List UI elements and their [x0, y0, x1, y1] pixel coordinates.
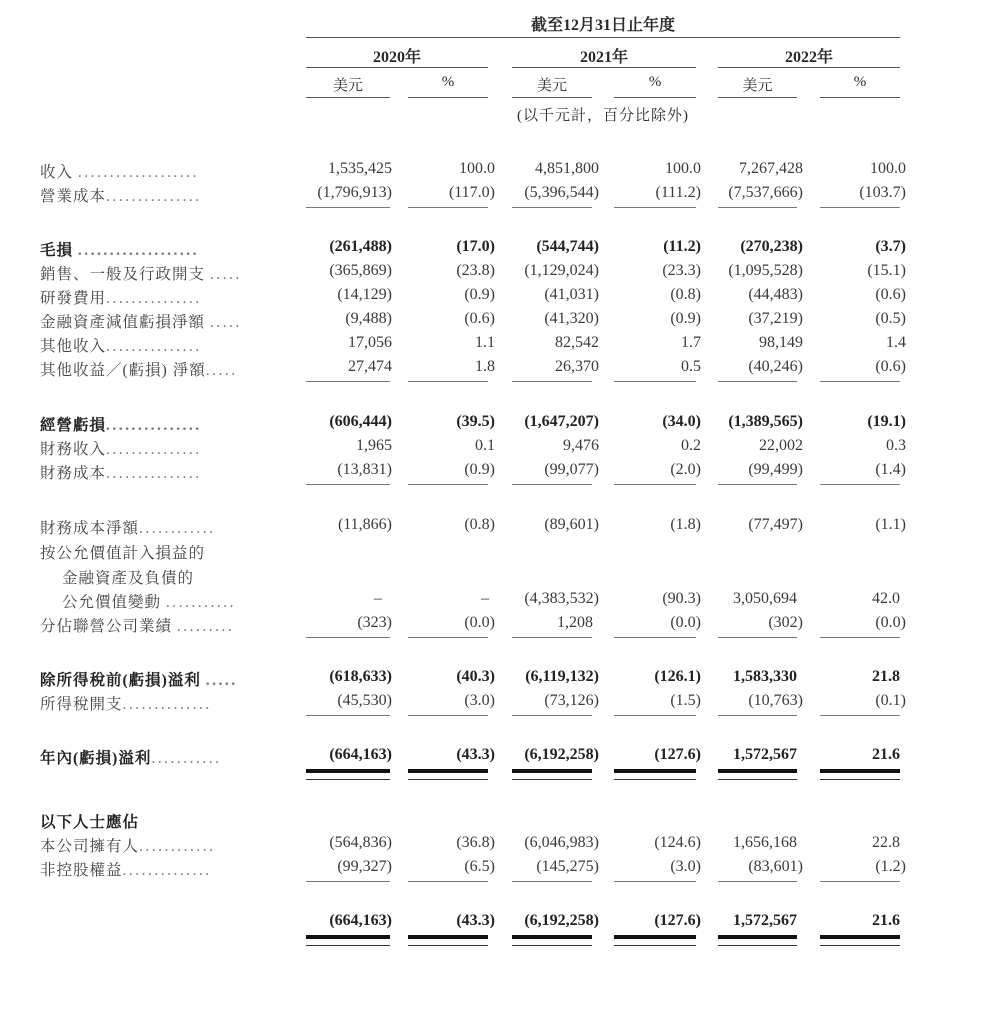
- row-label: 收入 ...................: [40, 164, 200, 181]
- subcol-2022-usd: 美元: [742, 78, 773, 94]
- row-label: 年內(虧損)溢利...........: [40, 750, 222, 767]
- total-double-underline: [614, 935, 696, 946]
- subtotal-underline: [512, 381, 592, 382]
- subtotal-underline: [820, 715, 900, 716]
- table-row-finance-income: [0, 437, 1000, 461]
- subtotal-underline: [306, 484, 390, 485]
- cell-2020-pct: 0.1: [475, 437, 495, 454]
- cell-2021-pct: (2.0): [670, 461, 701, 478]
- cell-2021-usd: 1,208: [557, 614, 593, 631]
- table-row-owners: [0, 834, 1000, 858]
- cell-2021-pct: (11.2): [663, 238, 701, 255]
- cell-2020-pct: (0.8): [464, 516, 495, 533]
- subtotal-underline: [408, 484, 488, 485]
- subtotal-underline: [512, 637, 592, 638]
- subtotal-underline: [512, 207, 592, 208]
- cell-2020-usd: 17,056: [348, 334, 392, 351]
- table-row-non-controlling: [0, 858, 1000, 882]
- year-rule-2020: [306, 67, 488, 68]
- subtotal-underline: [718, 637, 797, 638]
- cell-2021-pct: (90.3): [662, 590, 701, 607]
- cell-2021-usd: (145,275): [536, 858, 599, 875]
- cell-2022-usd: (10,763): [748, 692, 803, 709]
- cell-2021-pct: (127.6): [654, 912, 701, 929]
- cell-2020-pct: (0.0): [464, 614, 495, 631]
- row-label: 毛損 ...................: [40, 242, 200, 259]
- row-label: 財務收入...............: [40, 441, 202, 458]
- subcol-rule: [512, 97, 592, 98]
- row-label: 財務成本...............: [40, 465, 202, 482]
- year-rule-2021: [512, 67, 696, 68]
- cell-2020-pct: –: [481, 590, 489, 607]
- cell-2022-pct: (0.5): [875, 310, 906, 327]
- total-double-underline: [408, 769, 488, 780]
- cell-2021-usd: (99,077): [544, 461, 599, 478]
- cell-2022-pct: 42.0: [872, 590, 900, 607]
- row-label: 營業成本...............: [40, 188, 202, 205]
- cell-2020-usd: (1,796,913): [317, 184, 392, 201]
- subcol-2020-usd: 美元: [332, 78, 363, 94]
- cell-2022-usd: (44,483): [748, 286, 803, 303]
- period-title: 截至12月31日止年度: [530, 17, 675, 34]
- cell-2021-pct: (23.3): [662, 262, 701, 279]
- total-double-underline: [614, 769, 696, 780]
- subtotal-underline: [306, 881, 390, 882]
- cell-2022-usd: (99,499): [748, 461, 803, 478]
- subcol-2020-pct: %: [441, 74, 455, 90]
- cell-2020-usd: (365,869): [329, 262, 392, 279]
- total-double-underline: [408, 935, 488, 946]
- row-label: 除所得稅前(虧損)溢利 .....: [40, 672, 238, 689]
- subcol-rule: [306, 97, 390, 98]
- cell-2021-pct: (34.0): [662, 413, 701, 430]
- cell-2022-pct: (0.0): [875, 614, 906, 631]
- subtotal-underline: [820, 381, 900, 382]
- cell-2021-pct: (124.6): [654, 834, 701, 851]
- subtotal-underline: [512, 715, 592, 716]
- table-row-fv-label-2: [0, 566, 1000, 590]
- total-double-underline: [512, 935, 592, 946]
- cell-2022-pct: 22.8: [872, 834, 900, 851]
- table-row-gross-loss: [0, 238, 1000, 262]
- subtotal-underline: [718, 484, 797, 485]
- table-row-fair-value-changes: [0, 590, 1000, 614]
- table-row-profit-before-tax: [0, 668, 1000, 692]
- table-row-other-gains: [0, 358, 1000, 382]
- subtotal-underline: [718, 207, 797, 208]
- subtotal-underline: [512, 484, 592, 485]
- row-label: 財務成本淨額............: [40, 520, 216, 537]
- table-row-rnd: [0, 286, 1000, 310]
- table-row-net-finance-costs: [0, 516, 1000, 540]
- subtotal-underline: [718, 715, 797, 716]
- cell-2022-pct: (1.2): [875, 858, 906, 875]
- cell-2022-pct: 21.8: [872, 668, 900, 685]
- row-label: 其他收益／(虧損) 淨額.....: [40, 362, 238, 379]
- table-row-operating-loss: [0, 413, 1000, 437]
- table-row-revenue: [0, 160, 1000, 184]
- cell-2021-usd: (89,601): [544, 516, 599, 533]
- cell-2020-pct: 100.0: [459, 160, 495, 177]
- subtotal-underline: [408, 715, 488, 716]
- cell-2022-pct: (1.1): [875, 516, 906, 533]
- subcol-2022-pct: %: [853, 74, 867, 90]
- cell-2021-pct: (3.0): [670, 858, 701, 875]
- cell-2020-usd: (664,163): [329, 746, 392, 763]
- cell-2022-pct: 1.4: [886, 334, 906, 351]
- cell-2021-pct: (0.0): [670, 614, 701, 631]
- cell-2021-pct: (111.2): [655, 184, 701, 201]
- cell-2021-usd: (73,126): [544, 692, 599, 709]
- cell-2020-pct: (0.9): [464, 286, 495, 303]
- cell-2020-usd: 1,535,425: [328, 160, 392, 177]
- cell-2020-usd: 1,965: [356, 437, 392, 454]
- table-row-share-of-associates: [0, 614, 1000, 638]
- table-row-impairment: [0, 310, 1000, 334]
- row-label: 金融資產及負債的: [62, 570, 195, 587]
- cell-2022-usd: (270,238): [740, 238, 803, 255]
- year-2021-header: 2021年: [579, 49, 628, 66]
- subtotal-underline: [614, 715, 696, 716]
- subcol-2021-pct: %: [648, 74, 662, 90]
- cell-2020-usd: (261,488): [329, 238, 392, 255]
- subcol-rule: [718, 97, 797, 98]
- subcol-rule: [820, 97, 900, 98]
- table-row-sga: [0, 262, 1000, 286]
- cell-2021-pct: 1.7: [681, 334, 701, 351]
- cell-2022-usd: 1,583,330: [733, 668, 797, 685]
- row-label: 所得稅開支..............: [40, 696, 212, 713]
- subtotal-underline: [408, 207, 488, 208]
- subcol-rule: [614, 97, 696, 98]
- table-row-attributable-total: [0, 912, 1000, 936]
- cell-2021-pct: (127.6): [654, 746, 701, 763]
- table-row-fv-label-1: [0, 541, 1000, 565]
- cell-2020-pct: (117.0): [448, 184, 495, 201]
- cell-2022-pct: (0.6): [875, 286, 906, 303]
- subtotal-underline: [614, 637, 696, 638]
- cell-2020-pct: (43.3): [456, 912, 495, 929]
- table-row-attributable-heading: [0, 810, 1000, 834]
- subcol-2021-usd: 美元: [536, 78, 567, 94]
- cell-2021-usd: (6,192,258): [524, 912, 599, 929]
- cell-2022-usd: (7,537,666): [728, 184, 803, 201]
- cell-2020-usd: (99,327): [337, 858, 392, 875]
- cell-2022-pct: 100.0: [870, 160, 906, 177]
- table-row-other-income: [0, 334, 1000, 358]
- row-label: 公允價值變動 ...........: [62, 594, 237, 611]
- cell-2022-usd: 7,267,428: [739, 160, 803, 177]
- cell-2021-usd: (6,119,132): [525, 668, 599, 685]
- cell-2021-pct: 0.5: [681, 358, 701, 375]
- cell-2022-usd: 98,149: [759, 334, 803, 351]
- cell-2021-pct: (1.8): [670, 516, 701, 533]
- row-label: 金融資產減值虧損淨額 .....: [40, 314, 242, 331]
- subtotal-underline: [820, 207, 900, 208]
- subtotal-underline: [306, 381, 390, 382]
- cell-2022-pct: 0.3: [886, 437, 906, 454]
- subtotal-underline: [718, 881, 797, 882]
- year-2022-header: 2022年: [784, 49, 833, 66]
- cell-2022-usd: (1,389,565): [728, 413, 803, 430]
- cell-2020-usd: (14,129): [337, 286, 392, 303]
- cell-2020-pct: (40.3): [456, 668, 495, 685]
- cell-2020-usd: (45,530): [337, 692, 392, 709]
- cell-2022-pct: (0.6): [875, 358, 906, 375]
- cell-2020-pct: (6.5): [464, 858, 495, 875]
- table-row-finance-costs: [0, 461, 1000, 485]
- cell-2021-usd: (6,192,258): [524, 746, 599, 763]
- subtotal-underline: [408, 881, 488, 882]
- row-label: 以下人士應佔: [40, 814, 140, 831]
- subtotal-underline: [408, 381, 488, 382]
- cell-2020-pct: (36.8): [456, 834, 495, 851]
- total-double-underline: [306, 769, 390, 780]
- year-2020-header: 2020年: [372, 49, 421, 66]
- cell-2020-pct: (23.8): [456, 262, 495, 279]
- cell-2022-usd: 1,572,567: [733, 912, 797, 929]
- row-label: 按公允價值計入損益的: [40, 545, 206, 562]
- row-label: 非控股權益..............: [40, 862, 212, 879]
- subtotal-underline: [820, 484, 900, 485]
- cell-2022-usd: (83,601): [748, 858, 803, 875]
- cell-2020-usd: (564,836): [329, 834, 392, 851]
- cell-2022-pct: (0.1): [875, 692, 906, 709]
- subcol-rule: [408, 97, 488, 98]
- subtotal-underline: [408, 637, 488, 638]
- cell-2021-usd: (4,383,532): [524, 590, 599, 607]
- row-label: 本公司擁有人............: [40, 838, 216, 855]
- cell-2021-usd: 9,476: [563, 437, 599, 454]
- row-label: 研發費用...............: [40, 290, 202, 307]
- cell-2021-pct: 0.2: [681, 437, 701, 454]
- cell-2022-usd: 3,050,694: [733, 590, 797, 607]
- cell-2022-usd: (40,246): [748, 358, 803, 375]
- cell-2022-usd: 22,002: [759, 437, 803, 454]
- cell-2020-usd: –: [374, 590, 382, 607]
- cell-2021-usd: (41,320): [544, 310, 599, 327]
- cell-2021-usd: (1,129,024): [524, 262, 599, 279]
- subtotal-underline: [820, 637, 900, 638]
- subtotal-underline: [306, 715, 390, 716]
- cell-2020-usd: (323): [357, 614, 392, 631]
- cell-2022-pct: (1.4): [875, 461, 906, 478]
- header-rule: [306, 37, 900, 38]
- cell-2021-pct: (0.8): [670, 286, 701, 303]
- year-rule-2022: [718, 67, 900, 68]
- cell-2021-pct: (126.1): [654, 668, 701, 685]
- subtotal-underline: [512, 881, 592, 882]
- cell-2020-usd: (13,831): [337, 461, 392, 478]
- total-double-underline: [306, 935, 390, 946]
- total-double-underline: [718, 769, 797, 780]
- cell-2020-usd: (664,163): [329, 912, 392, 929]
- cell-2021-usd: (41,031): [544, 286, 599, 303]
- cell-2021-usd: 26,370: [555, 358, 599, 375]
- cell-2022-usd: (1,095,528): [728, 262, 803, 279]
- cell-2021-usd: (544,744): [536, 238, 599, 255]
- subtotal-underline: [306, 207, 390, 208]
- table-row-income-tax: [0, 692, 1000, 716]
- cell-2022-pct: 21.6: [872, 746, 900, 763]
- subtotal-underline: [614, 881, 696, 882]
- table-row-profit-for-year: [0, 746, 1000, 770]
- subtotal-underline: [718, 381, 797, 382]
- cell-2022-pct: 21.6: [872, 912, 900, 929]
- cell-2020-usd: 27,474: [348, 358, 392, 375]
- cell-2022-usd: (302): [768, 614, 803, 631]
- cell-2021-pct: (1.5): [670, 692, 701, 709]
- cell-2021-usd: (1,647,207): [524, 413, 599, 430]
- table-row-cost-of-revenue: [0, 184, 1000, 208]
- cell-2022-usd: (77,497): [748, 516, 803, 533]
- total-double-underline: [512, 769, 592, 780]
- subtotal-underline: [614, 207, 696, 208]
- cell-2022-pct: (15.1): [867, 262, 906, 279]
- total-double-underline: [820, 769, 900, 780]
- cell-2021-pct: 100.0: [665, 160, 701, 177]
- row-label: 銷售、一般及行政開支 .....: [40, 266, 242, 283]
- cell-2022-usd: 1,572,567: [733, 746, 797, 763]
- cell-2020-usd: (9,488): [345, 310, 392, 327]
- subtotal-underline: [614, 381, 696, 382]
- cell-2022-usd: (37,219): [748, 310, 803, 327]
- cell-2021-usd: 82,542: [555, 334, 599, 351]
- cell-2020-pct: (43.3): [456, 746, 495, 763]
- cell-2021-usd: (6,046,983): [524, 834, 599, 851]
- cell-2022-pct: (19.1): [867, 413, 906, 430]
- cell-2020-pct: (3.0): [464, 692, 495, 709]
- cell-2022-pct: (3.7): [875, 238, 906, 255]
- cell-2022-pct: (103.7): [859, 184, 906, 201]
- total-double-underline: [718, 935, 797, 946]
- cell-2020-pct: (0.9): [464, 461, 495, 478]
- subtotal-underline: [306, 637, 390, 638]
- total-double-underline: [820, 935, 900, 946]
- cell-2020-usd: (606,444): [329, 413, 392, 430]
- cell-2022-usd: 1,656,168: [733, 834, 797, 851]
- row-label: 其他收入...............: [40, 338, 202, 355]
- cell-2020-pct: (39.5): [456, 413, 495, 430]
- cell-2021-usd: 4,851,800: [535, 160, 599, 177]
- cell-2020-pct: (17.0): [456, 238, 495, 255]
- cell-2020-pct: 1.8: [475, 358, 495, 375]
- row-label: 分佔聯營公司業績 .........: [40, 618, 235, 635]
- subtotal-underline: [614, 484, 696, 485]
- cell-2020-pct: (0.6): [464, 310, 495, 327]
- cell-2020-usd: (11,866): [337, 516, 392, 533]
- cell-2021-pct: (0.9): [670, 310, 701, 327]
- unit-note: (以千元計，百分比除外): [517, 108, 689, 124]
- cell-2020-usd: (618,633): [329, 668, 392, 685]
- subtotal-underline: [820, 881, 900, 882]
- row-label: 經營虧損...............: [40, 417, 202, 434]
- cell-2021-usd: (5,396,544): [524, 184, 599, 201]
- cell-2020-pct: 1.1: [475, 334, 495, 351]
